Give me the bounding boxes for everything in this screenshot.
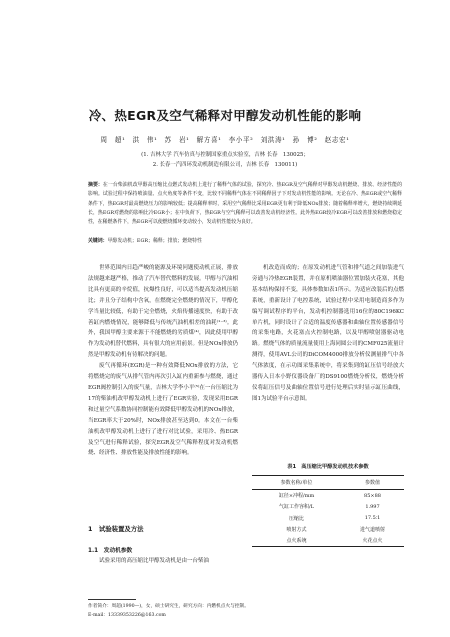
keywords-label: 关键词： <box>88 238 108 244</box>
abstract-label: 摘要： <box>88 182 103 188</box>
right-column <box>252 263 404 405</box>
affiliation-2: 2. 长春一汽四环发动机制造有限公司，吉林 长春 130011) <box>152 162 298 168</box>
section-heading-1: 1 试验装置及方法 <box>88 525 144 533</box>
author-bio-footnote: 作者简介：周超(1990—)，女，硕士研究生，研究方向：内燃机点火与控制。 <box>88 604 249 609</box>
table-cell-param: 缸径×冲程/mm <box>278 493 315 500</box>
table-header-row <box>252 476 404 490</box>
intro-paragraph-1: 世界范围内日趋严峻的能源及环境问题使动机正展，排放法规越来越严格，推动了汽车替代燃料的发展。甲醇与汽油相比具有更高的辛烷值，抗爆性良好，可以适当提高发动机压缩比；并且分子结构中含氧，在燃烧完全燃烧的情况下，甲醇化学当量比较低，有助于完全燃烧，火焰传播速度快，有助于改善缸内燃烧情况，能够降低与传统汽油机相差的油耗⁽¹⁻³⁾。此外，我国甲醇主要来源于不能燃烧的劣质煤⁽⁴⁾，因此使用甲醇作为发动机替代燃料，具有很大的应用前景。但是NOx排放仍然是甲醇发动机有待解决的问题。 <box>88 265 238 359</box>
author-list: 周 超¹ 洪 伟¹ 苏 岩¹ 解方喜¹ 李小平² 刘洪涛¹ 孙 博² 赵志宏¹ <box>100 136 350 144</box>
paper-title: 冷、热EGR及空气稀释对甲醇发动机性能的影响 <box>88 108 362 123</box>
table-header-value: 参数值 <box>341 476 404 490</box>
engine-spec-table <box>252 475 404 547</box>
table-cell-param: 喷射方式 <box>286 527 307 534</box>
table-1-caption: 表1 高压缩比甲醇发动机技术参数 <box>287 464 369 470</box>
subsection-paragraph: 试验采用的高压缩比甲醇发动机是由一台柴油 <box>99 558 210 564</box>
keywords <box>88 237 402 244</box>
table-row <box>252 501 404 512</box>
intro-left-column <box>88 263 238 459</box>
subsection-body <box>88 556 238 567</box>
table-cell-value: 1.997 <box>365 503 380 510</box>
table-cell-value: 火花点火 <box>341 535 404 547</box>
table-cell-param: 压缩比 <box>289 515 305 522</box>
footnote-divider <box>88 599 136 600</box>
table-cell-value: 17.5∶1 <box>364 515 381 522</box>
table-cell-param: 气缸工作容积/L <box>279 504 315 511</box>
intro-paragraph-2: 废气再循环(EGR)是一种有效降低NOx排放的方法，它将燃烧完的废气从排气管内再次引入缸内重新参与燃烧，通过EGR阀控制引入的废气量，吉林大学李小平⁽⁵⁾在一台压缩比为17的柴油机改甲醇发动机上进行了EGR实验，发现采用EGR和过量空气系数协同控制能有效降低甲醇发动机的NOx排放，当EGR率大于20%时，NOx排放甚至达到0。本文在一台柴油机改甲醇发动机上进行了进行对比试验，采用冷、热EGR及空气进行稀释试验，探究EGR及空气稀释程度对发动机燃烧、经济性、排放性能及排放性能的影响。 <box>88 363 238 457</box>
subsection-heading-1-1: 1.1 发动机参数 <box>88 548 133 554</box>
table-row <box>252 490 404 502</box>
table-row <box>252 513 404 524</box>
abstract <box>88 181 402 227</box>
table-header-param: 参数名称/单位 <box>252 476 341 490</box>
table-cell-value: 进气道喷射 <box>360 527 386 534</box>
table-row <box>252 535 404 547</box>
keywords-text: 甲醇发动机；EGR；稀释；排放；燃烧特性 <box>107 238 202 244</box>
table-cell-value: 85×88 <box>364 492 381 499</box>
affiliation-1: (1. 吉林大学 汽车仿真与控制国家重点实验室，吉林 长春 130025； <box>141 152 309 158</box>
abstract-text: 在一台柴油机改甲醇高压缩比点燃式发动机上进行了稀释气体的试验，探究冷、热EGR及空气稀释对甲醇发动机燃烧、排放、经济性能的影响。试验过程中保持喷油量、点火角度等条件不变，比较不同稀释气体在不同稀释因子下对发动机性能的影响。无论在冷、热EGR或空气稀释条件下，热EGR对最高燃烧压力的影响较低；提高稀释率时，采用空气稀释比采用EGR更有利于降低NOx排放；随着稀释率增大，燃烧持续期延长，热EGR对燃烧的影响比冷EGR小；在中负荷下，热EGR与空气稀释可以改善发动机经济性。此外热EGR较冷EGR可以改善排放和燃烧稳定性，在稀燃条件下，热EGR可以使燃烧循环变动较小，发动机性能较为良好。 <box>88 182 402 226</box>
engine-description-paragraph: 机改造而成的；在原发动机进气管和排气道之间加装进气旁通与冷热EGR装置，并在原机喷油器位置加装火花塞，其他基本结构保持不变，具体参数如表1所示。为适应改装后的点燃系统，重新设计了电控系统，试验过程中采用电制造商多作为编写调试程序的平台，发动机控制器选用16位的80C196KC单片机，同时设计了合适的温度传感器和曲轴位置传感器信号的采集电路，火花塞点火控制电路，以及甲醇喷射器驱动电路。燃烧气体的质量流量使用上海同圆公司的CMF025流量计测得，使用AVL公司的DiCOM4000排放分析仪测量排气中各气体浓度，在示功图采集系统中，将采集到的缸压信号经放大器传入日本小野仪器设备厂的DS9100燃烧分析仪，燃烧分析仪将缸压信号及曲轴位置信号进行处理后实时显示缸压曲线，图1为试验平台示意图。 <box>252 265 405 402</box>
email-footnote: E-mail：13339353226@163.com <box>88 613 166 618</box>
table-row <box>252 524 404 535</box>
table-cell-param: 点火系统 <box>252 535 341 547</box>
